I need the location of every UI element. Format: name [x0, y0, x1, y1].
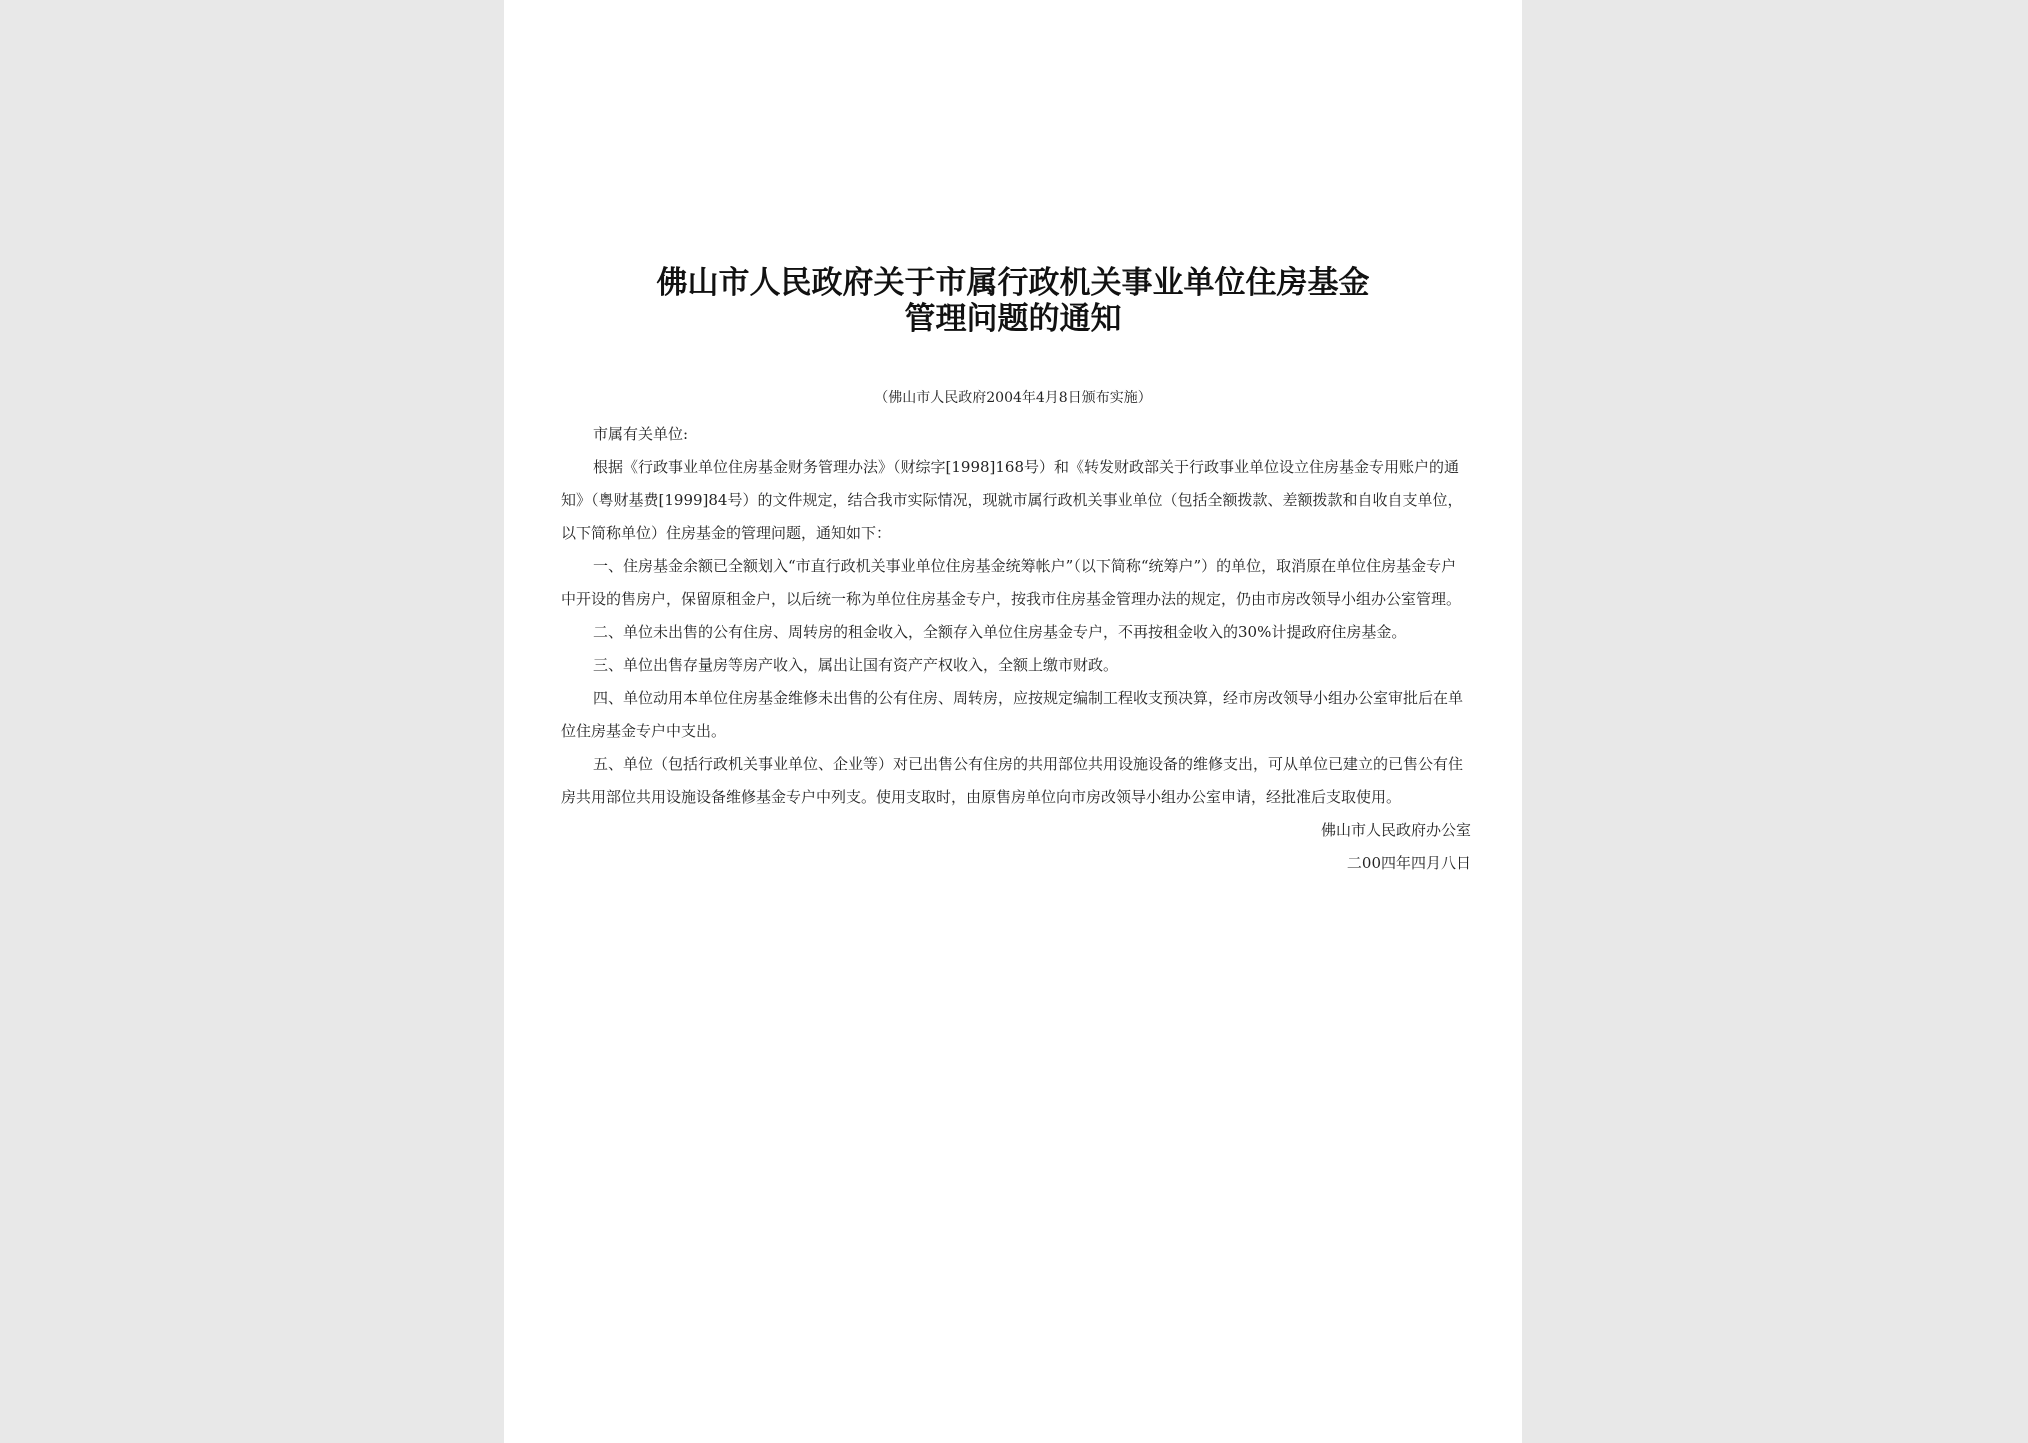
document-title-line-1: 佛山市人民政府关于市属行政机关事业单位住房基金 — [656, 265, 1370, 301]
paragraph-intro: 根据《行政事业单位住房基金财务管理办法》（财综字[1998]168号）和《转发财政部关于行政事业单位设立住房基金专用账户的通知》（粤财基费[1999]84号）的文件规定，结合我市实际情况，现就市属行政机关事业单位（包括全额拨款、差额拨款和自收自支单位，以下简称单位）住房基金的管理问题，通知如下： — [561, 458, 1463, 542]
document-page — [504, 0, 1522, 1443]
paragraph-item-1: 一、住房基金余额已全额划入“市直行政机关事业单位住房基金统筹帐户”（以下简称“统筹户”）的单位，取消原在单位住房基金专户中开设的售房户，保留原租金户，以后统一称为单位住房基金专户，按我市住房基金管理办法的规定，仍由市房改领导小组办公室管理。 — [561, 557, 1462, 608]
paragraph-item-5: 五、单位（包括行政机关事业单位、企业等）对已出售公有住房的共用部位共用设施设备的维修支出，可从单位已建立的已售公有住房共用部位共用设施设备维修基金专户中列支。使用支取时，由原售房单位向市房改领导小组办公室申请，经批准后支取使用。 — [561, 755, 1464, 806]
document-body — [561, 418, 1471, 880]
signature-organization: 佛山市人民政府办公室 — [1320, 821, 1471, 839]
addressee: 市属有关单位: — [593, 425, 689, 443]
signature-date: 二00四年四月八日 — [1346, 854, 1471, 872]
document-title-line-2: 管理问题的通知 — [904, 301, 1122, 337]
paragraph-item-4: 四、单位动用本单位住房基金维修未出售的公有住房、周转房，应按规定编制工程收支预决算，经市房改领导小组办公室审批后在单位住房基金专户中支出。 — [561, 689, 1464, 740]
issuance-note: （佛山市人民政府2004年4月8日颁布实施） — [874, 390, 1152, 406]
paragraph-item-2: 二、单位未出售的公有住房、周转房的租金收入，全额存入单位住房基金专户，不再按租金收入的30%计提政府住房基金。 — [593, 623, 1407, 641]
paragraph-item-3: 三、单位出售存量房等房产收入，属出让国有资产产权收入，全额上缴市财政。 — [593, 656, 1119, 674]
